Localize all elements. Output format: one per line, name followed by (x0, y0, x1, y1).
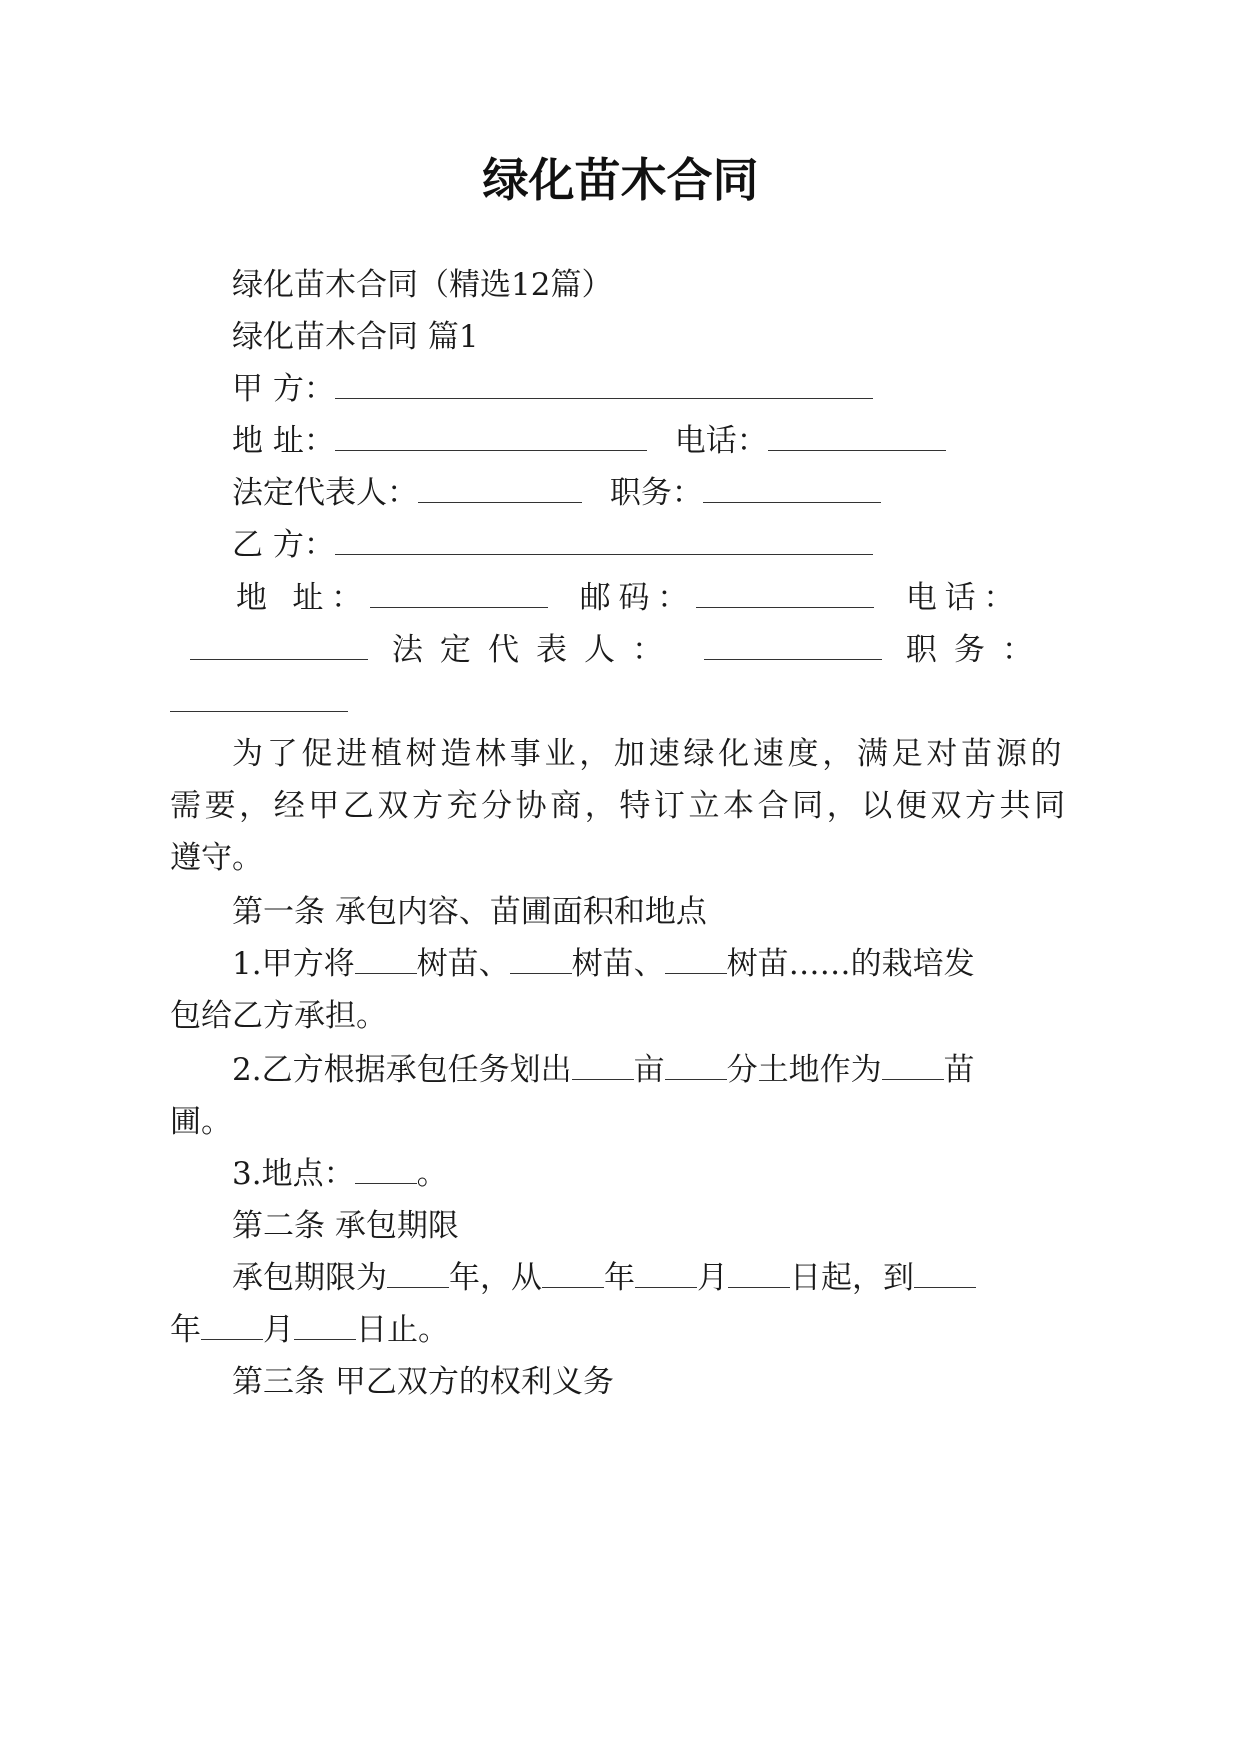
party-a-rep-line (232, 473, 881, 513)
address-label: 地 址： (232, 423, 335, 459)
b-legal-rep-blank (704, 635, 882, 660)
intro-line-3: 遵守。 (170, 840, 263, 876)
art2-text-d: 月 (697, 1260, 728, 1296)
party-a-line (232, 369, 873, 409)
art2-text-f: 年 (170, 1312, 201, 1348)
b-position-label: 职务： (905, 632, 1050, 668)
art2-blank-4 (728, 1263, 790, 1288)
art1-2-blank-2 (665, 1055, 727, 1080)
article-1-item-2-cont: 圃。 (170, 1104, 232, 1140)
b-position-blank-line (170, 682, 348, 722)
art2-text-a: 承包期限为 (232, 1260, 387, 1296)
intro-line-2: 需要，经甲乙双方充分协商，特订立本合同，以便双方共同 (170, 788, 1069, 824)
position-blank (703, 478, 881, 503)
legal-rep-label: 法定代表人： (232, 475, 418, 511)
art1-2-blank-1 (572, 1055, 634, 1080)
address-blank (335, 426, 647, 451)
art2-blank-6 (201, 1315, 263, 1340)
article-1-item-1 (232, 944, 975, 984)
article-2-title: 第二条 承包期限 (232, 1208, 459, 1244)
b-phone-blank (190, 635, 368, 660)
art1-1-text-c: 树苗、 (571, 946, 665, 982)
art1-1-text-b: 树苗、 (416, 946, 510, 982)
art2-blank-5 (914, 1263, 976, 1288)
document-subtitle: 绿化苗木合同（精选12篇） (232, 267, 613, 303)
phone-blank (768, 426, 946, 451)
legal-rep-blank (418, 478, 582, 503)
art1-1-blank-3 (665, 949, 727, 974)
article-2-line-2 (170, 1310, 449, 1350)
art2-blank-7 (294, 1315, 356, 1340)
art1-3-text-b: 。 (416, 1156, 448, 1192)
article-3-title: 第三条 甲乙双方的权利义务 (232, 1364, 614, 1400)
art2-blank-3 (635, 1263, 697, 1288)
art1-1-text-a: 1.甲方将 (232, 946, 355, 982)
postcode-label: 邮码： (579, 580, 696, 616)
postcode-blank (696, 583, 874, 608)
art1-2-text-a: 2.乙方根据承包任务划出 (232, 1052, 572, 1088)
art1-3-text-a: 3.地点： (232, 1156, 355, 1192)
art1-2-text-b: 亩 (633, 1052, 665, 1088)
b-legal-rep-label: 法定代表人： (391, 632, 681, 668)
intro-line-1: 为了促进植树造林事业，加速绿化速度，满足对苗源的 (232, 736, 1066, 772)
art2-blank-2 (542, 1263, 604, 1288)
party-a-label: 甲 方： (232, 371, 335, 407)
article-1-title: 第一条 承包内容、苗圃面积和地点 (232, 894, 707, 930)
article-1-item-1-cont: 包给乙方承担。 (170, 998, 387, 1034)
party-b-rep-line (190, 630, 1050, 670)
art1-1-text-d: 树苗……的栽培发 (726, 946, 975, 982)
party-b-blank (335, 530, 873, 555)
party-a-blank (335, 374, 873, 399)
b-position-blank (170, 687, 348, 712)
section-heading: 绿化苗木合同 篇1 (232, 319, 479, 355)
b-address-label: 地 址： (236, 580, 370, 616)
art1-1-blank-1 (355, 949, 417, 974)
article-2-line-1 (232, 1258, 976, 1298)
party-b-address-line (236, 578, 1022, 618)
b-phone-label: 电话： (905, 580, 1023, 616)
art1-1-blank-2 (510, 949, 572, 974)
art2-text-c: 年 (604, 1260, 635, 1296)
b-address-blank (370, 583, 548, 608)
phone-label: 电话： (674, 423, 768, 459)
art1-3-blank (355, 1159, 417, 1184)
art2-text-b: 年，从 (449, 1260, 542, 1296)
party-b-line (232, 525, 873, 565)
article-1-item-2 (232, 1050, 975, 1090)
position-label: 职务： (609, 475, 703, 511)
art2-blank-1 (387, 1263, 449, 1288)
art1-2-text-c: 分土地作为 (726, 1052, 882, 1088)
document-title: 绿化苗木合同 (482, 153, 759, 207)
article-1-item-3 (232, 1154, 448, 1194)
art2-text-h: 日止。 (356, 1312, 449, 1348)
art1-2-text-d: 苗 (943, 1052, 975, 1088)
party-b-label: 乙 方： (232, 527, 335, 563)
art1-2-blank-3 (882, 1055, 944, 1080)
art2-text-e: 日起，到 (790, 1260, 914, 1296)
art2-text-g: 月 (263, 1312, 294, 1348)
party-a-address-line (232, 421, 946, 461)
